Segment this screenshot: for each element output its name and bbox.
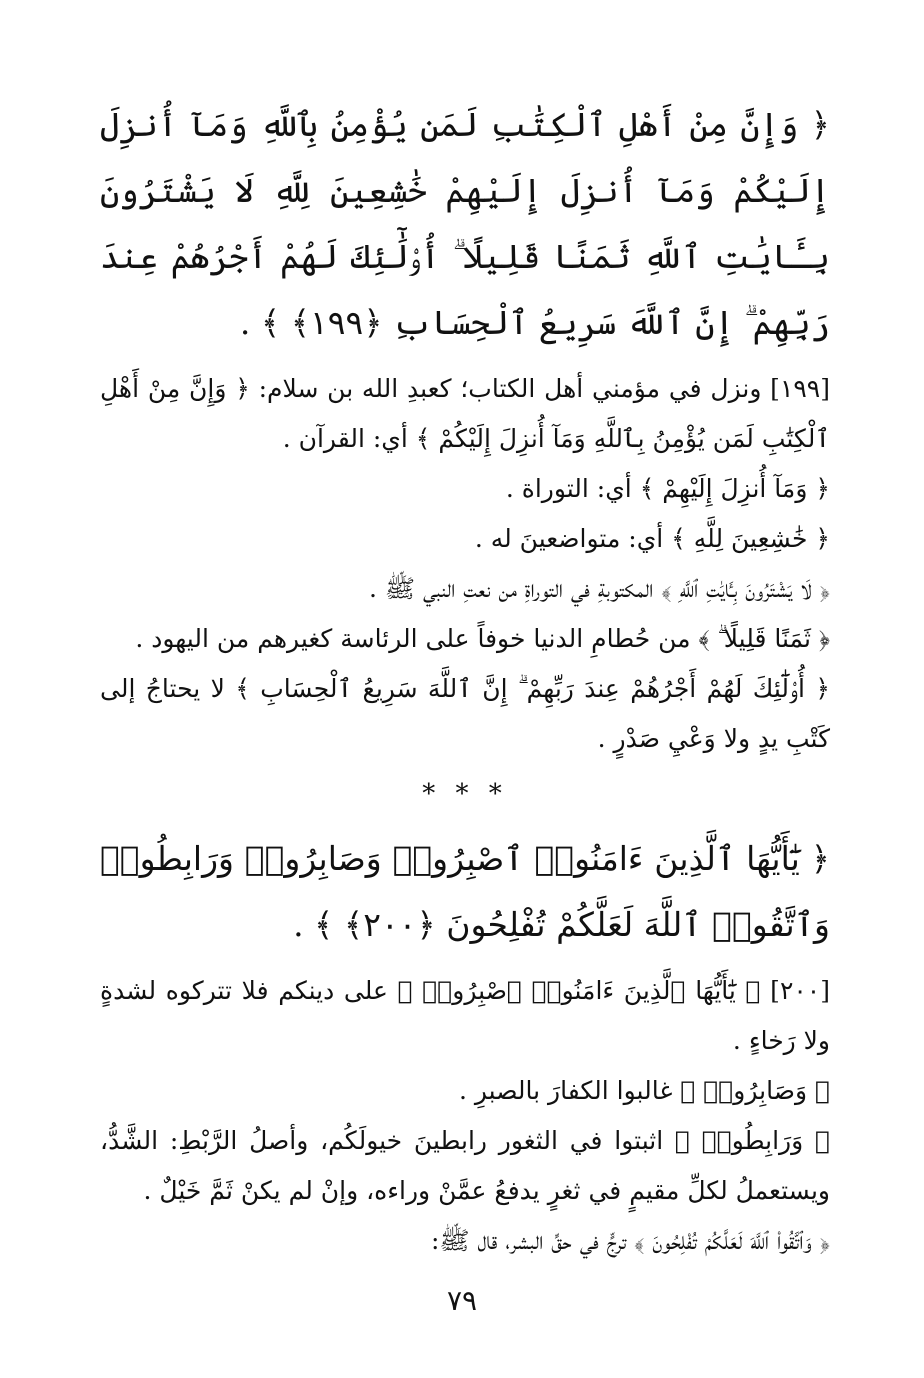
tafsir-paragraph-khashiin: ﴿ خَٰشِعِينَ لِلَّهِ ﴾ أي: متواضعينَ له .: [474, 524, 830, 553]
page-body: [100, 92, 830, 1266]
tafsir-paragraph-200-intro: [٢٠٠] ﴿ يَٰٓأَيُّهَا ٱلَّذِينَ ءَامَنُوا۟ ٱصْبِرُوا۟ ﴾ على دينكم فلا تتركوه لشدةٍ ولا رَخاءٍ .: [100, 976, 830, 1055]
tafsir-paragraph-ittaqu: ﴿ وَٱتَّقُوا۟ ٱللَّهَ لَعَلَّكُمْ تُفْلِحُونَ ﴾ ترجٍّ في حقِّ البشر، قال ﷺ:: [430, 1226, 830, 1255]
tafsir-paragraph-ulaika: ﴿ أُو۟لَٰٓئِكَ لَهُمْ أَجْرُهُمْ عِندَ رَبِّهِمْ ۗ إِنَّ ٱللَّهَ سَرِيعُ ٱلْحِسَابِ ﴾ لا يحتاجُ إلى كَتْبِ يدٍ ولا وَعْيِ صَدْرٍ .: [100, 674, 830, 753]
tafsir-paragraph-rabitu: ﴿ وَرَابِطُوا۟ ﴾ اثبتوا في الثغور رابطينَ خيولَكُم، وأصلُ الرَّبْطِ: الشَّدُّ، ويستعملُ لكلِّ مقيمٍ في ثغرٍ يدفعُ عمَّنْ وراءه، وإنْ لم يكنْ ثَمَّ خَيْلٌ .: [100, 1126, 830, 1205]
tafsir-paragraph-la-yashtarun: ﴿ لَا يَشْتَرُونَ بِـَٔايَٰتِ ٱللَّهِ ﴾ المكتوبةِ في التوراةِ من نعتِ النبي ﷺ .: [369, 574, 830, 603]
section-separator: * * *: [422, 779, 508, 809]
quran-verse-199: ﴿ وَإِنَّ مِنْ أَهْلِ ٱلْكِتَٰبِ لَمَن يُؤْمِنُ بِٱللَّهِ وَمَآ أُنزِلَ إِلَيْكُمْ وَمَآ أُنزِلَ إِلَيْهِمْ خَٰشِعِينَ لِلَّهِ لَا يَشْتَرُونَ بِـَٔايَٰتِ ٱللَّهِ ثَمَنًا قَلِيلًا ۗ أُو۟لَٰٓئِكَ لَهُمْ أَجْرُهُمْ عِندَ رَبِّهِمْ ۗ إِنَّ ٱللَّهَ سَرِيعُ ٱلْحِسَابِ ﴿١٩٩﴾ ﴾ .: [100, 105, 830, 342]
quran-verse-200: ﴿ يَٰٓأَيُّهَا ٱلَّذِينَ ءَامَنُوا۟ ٱصْبِرُوا۟ وَصَابِرُوا۟ وَرَابِطُوا۟ وَٱتَّقُوا۟ ٱللَّهَ لَعَلَّكُمْ تُفْلِحُونَ ﴿٢٠٠﴾ ﴾ .: [100, 839, 830, 944]
tafsir-paragraph-torah: ﴿ وَمَآ أُنزِلَ إِلَيْهِمْ ﴾ أي: التوراة .: [505, 474, 830, 503]
tafsir-paragraph-thamanan: ﴿ ثَمَنًا قَلِيلًا ۗ ﴾ من حُطامِ الدنيا خوفاً على الرئاسة كغيرهم من اليهود .: [135, 624, 830, 653]
page-number: ٧٩: [446, 1284, 478, 1317]
tafsir-paragraph-sabiru: ﴿ وَصَابِرُوا۟ ﴾ غالبوا الكفارَ بالصبرِ .: [458, 1076, 830, 1105]
tafsir-paragraph-199-intro: [١٩٩] ونزل في مؤمني أهل الكتاب؛ كعبدِ الله بن سلام: ﴿ وَإِنَّ مِنْ أَهْلِ ٱلْكِتَٰبِ لَمَن يُؤْمِنُ بِٱللَّهِ وَمَآ أُنزِلَ إِلَيْكُمْ ﴾ أي: القرآن .: [100, 374, 830, 453]
